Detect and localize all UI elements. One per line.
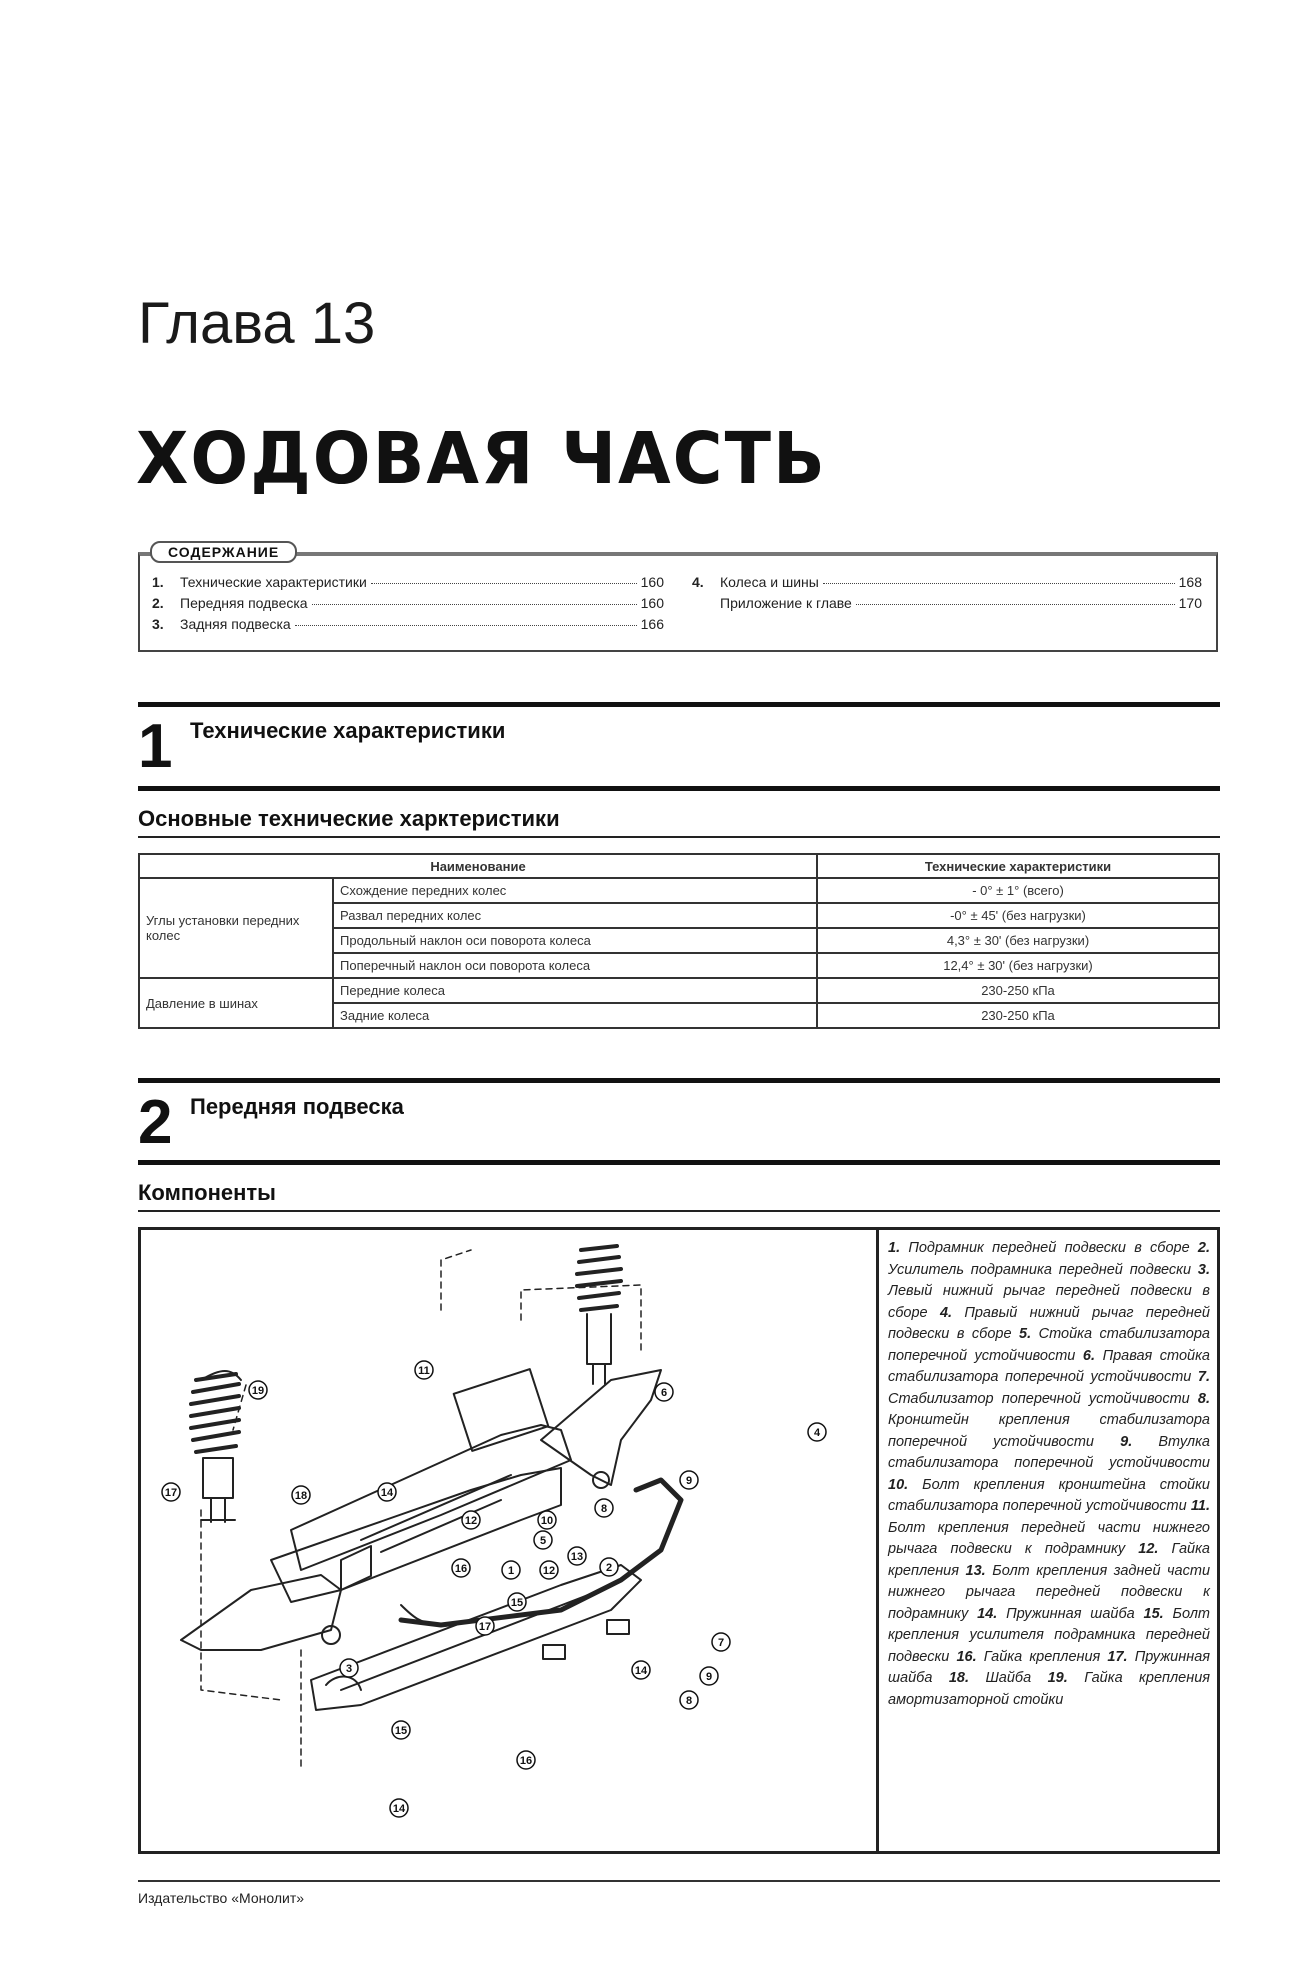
toc-item-page: 170 (1178, 595, 1202, 611)
legend-text: Стабилизатор поперечной устойчивости (888, 1390, 1190, 1407)
toc-item-page: 166 (640, 616, 664, 632)
toc-item-number: 1. (152, 574, 164, 590)
callout-label: 3 (345, 1663, 353, 1675)
callout (502, 1561, 520, 1579)
callout-label: 16 (519, 1755, 533, 1767)
subsection-rule (138, 836, 1220, 838)
callout (462, 1511, 480, 1529)
legend-text: Гайка крепления (983, 1648, 1101, 1665)
legend-number: 12. (1138, 1541, 1159, 1557)
callout-label: 9 (705, 1671, 713, 1683)
toc-item-page: 160 (640, 595, 664, 611)
legend-text: Втулка стабилизатора поперечной устойчивости (888, 1433, 1210, 1471)
callout-label: 13 (570, 1551, 584, 1563)
callout (517, 1751, 535, 1769)
callout-label: 8 (685, 1695, 693, 1707)
toc-item[interactable] (152, 574, 664, 590)
toc-item-text: Технические характеристики (180, 574, 367, 590)
callout-label: 10 (540, 1515, 554, 1527)
toc-item-text: Задняя подвеска (180, 616, 291, 632)
table-cell: Задние колеса (333, 1003, 817, 1028)
right-strut-illustration (577, 1246, 621, 1384)
toc-item[interactable] (692, 595, 1202, 611)
legend-text: Пружинная шайба (1006, 1605, 1135, 1622)
callout-label: 15 (394, 1725, 408, 1737)
toc-item-number: 2. (152, 595, 164, 611)
callout (595, 1499, 613, 1517)
legend-text: Стойка стабилизатора поперечной устойчивости (888, 1326, 1210, 1364)
callout (540, 1561, 558, 1579)
legend-number: 2. (1197, 1240, 1210, 1256)
callout (700, 1667, 718, 1685)
callout-label: 11 (418, 1365, 430, 1377)
callout (534, 1531, 552, 1549)
legend-text: Кронштейн крепления стабилизатора поперечной устойчивости (888, 1412, 1210, 1450)
toc-item[interactable] (152, 616, 664, 632)
callout-label: 17 (164, 1487, 178, 1499)
callout (249, 1381, 267, 1399)
section-rule (138, 1160, 1220, 1165)
legend-text: Правый нижний рычаг передней подвески в сборе (888, 1304, 1210, 1342)
legend-number: 6. (1082, 1347, 1096, 1364)
subframe-illustration (271, 1369, 571, 1602)
table-cell: 4,3° ± 30' (без нагрузки) (817, 928, 1219, 953)
legend-text: Правая стойка стабилизатора поперечной устойчивости (888, 1347, 1210, 1385)
legend-number: 19. (1047, 1670, 1068, 1686)
legend-number: 11. (1190, 1498, 1210, 1514)
toc-box (138, 552, 1218, 652)
callout (655, 1383, 673, 1401)
callout-label: 18 (294, 1490, 308, 1502)
toc-item-number: 4. (692, 574, 704, 590)
table-group-label: Давление в шинах (139, 978, 333, 1028)
section-number: 2 (138, 1088, 173, 1157)
subframe-reinforcement-illustration (311, 1565, 641, 1710)
table-header: Технические характеристики (817, 854, 1219, 878)
section-rule (138, 702, 1220, 707)
callout (162, 1483, 180, 1501)
callout (392, 1721, 410, 1739)
legend-number: 9. (1120, 1433, 1133, 1450)
components-divider (876, 1227, 879, 1854)
toc-item[interactable] (692, 574, 1202, 590)
callout (292, 1486, 310, 1504)
toc-leader (856, 604, 1175, 605)
table-cell: Развал передних колес (333, 903, 817, 928)
footer-rule (138, 1880, 1220, 1882)
subsection-title: Компоненты (138, 1180, 276, 1205)
legend-text: Болт крепления усилителя подрамника передней подвески (888, 1605, 1210, 1665)
callout (340, 1659, 358, 1677)
legend-text: Пружинная шайба (888, 1648, 1211, 1686)
section-rule (138, 786, 1220, 791)
table-cell: - 0° ± 1° (всего) (817, 878, 1219, 903)
callout-label: 7 (717, 1637, 725, 1649)
callout (632, 1661, 650, 1679)
legend-number: 13. (965, 1562, 986, 1579)
callout-label: 6 (660, 1387, 668, 1399)
callout-label: 1 (507, 1565, 515, 1577)
callout-label: 9 (685, 1475, 693, 1487)
legend-number: 5. (1019, 1326, 1032, 1342)
callout-label: 17 (478, 1621, 492, 1633)
suspension-diagram (141, 1230, 874, 1851)
legend-text: Гайка крепления (888, 1541, 1210, 1579)
toc-item-text: Приложение к главе (720, 595, 852, 611)
legend-number: 1. (888, 1240, 901, 1256)
callout-label: 4 (813, 1427, 821, 1439)
toc-leader (312, 604, 637, 605)
chapter-label: Глава 13 (138, 291, 376, 356)
callout-label: 12 (542, 1565, 556, 1577)
legend-number: 10. (888, 1476, 909, 1493)
legend-text: Болт крепления кронштейна стойки стабилизатора поперечной устойчивости (888, 1476, 1210, 1514)
section-number: 1 (138, 712, 173, 781)
table-row (139, 878, 1219, 903)
legend-text: Гайка крепления амортизаторной стойки (888, 1670, 1211, 1708)
callout (508, 1593, 526, 1611)
legend-number: 18. (948, 1670, 969, 1686)
toc-item-text: Колеса и шины (720, 574, 819, 590)
publisher-name: Издательство «Монолит» (138, 1890, 305, 1906)
callout-label: 14 (392, 1803, 406, 1815)
table-header-row (139, 854, 1219, 878)
toc-leader (823, 583, 1175, 584)
lower-arm-illustrations (181, 1370, 661, 1650)
section-title: Технические характеристики (190, 718, 506, 743)
legend-number: 17. (1107, 1648, 1128, 1665)
callout-label: 12 (464, 1515, 478, 1527)
legend-text: Подрамник передней подвески в сборе (908, 1240, 1190, 1256)
table-cell: Продольный наклон оси поворота колеса (333, 928, 817, 953)
components-legend (888, 1238, 1210, 1711)
table-cell: 230-250 кПа (817, 1003, 1219, 1028)
toc-leader (295, 625, 637, 626)
subsection-rule (138, 1210, 1220, 1212)
legend-number: 3. (1197, 1261, 1211, 1278)
toc-item[interactable] (152, 595, 664, 611)
callout (538, 1511, 556, 1529)
callout-label: 19 (251, 1385, 265, 1397)
legend-number: 4. (939, 1304, 953, 1321)
section-title: Передняя подвеска (190, 1094, 404, 1119)
callout-label: 16 (454, 1563, 468, 1575)
table-cell: 230-250 кПа (817, 978, 1219, 1003)
left-strut-illustration (191, 1371, 241, 1522)
callout (600, 1558, 618, 1576)
legend-text: Левый нижний рычаг передней подвески в сборе (888, 1283, 1210, 1321)
toc-tab: СОДЕРЖАНИЕ (150, 541, 297, 563)
legend-text: Болт крепления передней части нижнего рычага подвески к подрамнику (888, 1519, 1210, 1557)
chapter-title: ХОДОВАЯ ЧАСТЬ (136, 418, 827, 501)
callout (712, 1633, 730, 1651)
table-cell: 12,4° ± 30' (без нагрузки) (817, 953, 1219, 978)
callout (680, 1471, 698, 1489)
table-cell: Схождение передних колес (333, 878, 817, 903)
legend-number: 8. (1197, 1390, 1210, 1407)
section-rule (138, 1078, 1220, 1083)
callout (415, 1361, 433, 1379)
legend-text: Шайба (985, 1670, 1032, 1686)
table-cell: Передние колеса (333, 978, 817, 1003)
legend-number: 16. (956, 1648, 977, 1665)
legend-number: 14. (977, 1605, 998, 1622)
toc-item-page: 160 (640, 574, 664, 590)
callout (808, 1423, 826, 1441)
legend-number: 15. (1143, 1605, 1164, 1622)
toc-leader (371, 583, 637, 584)
table-cell: Поперечный наклон оси поворота колеса (333, 953, 817, 978)
callout-label: 8 (600, 1503, 608, 1515)
callout (378, 1483, 396, 1501)
legend-text: Усилитель подрамника передней подвески (888, 1261, 1192, 1278)
callout-label: 5 (539, 1535, 547, 1547)
toc-item-number: 3. (152, 616, 164, 632)
callout (568, 1547, 586, 1565)
table-header: Наименование (139, 854, 817, 878)
callout-label: 14 (634, 1665, 648, 1677)
callout (680, 1691, 698, 1709)
legend-text: Болт крепления задней части нижнего рычага передней подвески к подрамнику (888, 1562, 1211, 1622)
spec-table (138, 853, 1220, 1029)
table-cell: -0° ± 45' (без нагрузки) (817, 903, 1219, 928)
table-row (139, 978, 1219, 1003)
callout (390, 1799, 408, 1817)
callout-label: 2 (605, 1562, 613, 1574)
subsection-title: Основные технические харктеристики (138, 806, 560, 831)
table-group-label: Углы установки передних колес (139, 878, 333, 978)
callout (476, 1617, 494, 1635)
toc-item-text: Передняя подвеска (180, 595, 308, 611)
toc-item-page: 168 (1178, 574, 1202, 590)
callout-label: 15 (510, 1597, 524, 1609)
callout (452, 1559, 470, 1577)
callout-label: 14 (380, 1487, 394, 1499)
legend-number: 7. (1197, 1369, 1210, 1385)
